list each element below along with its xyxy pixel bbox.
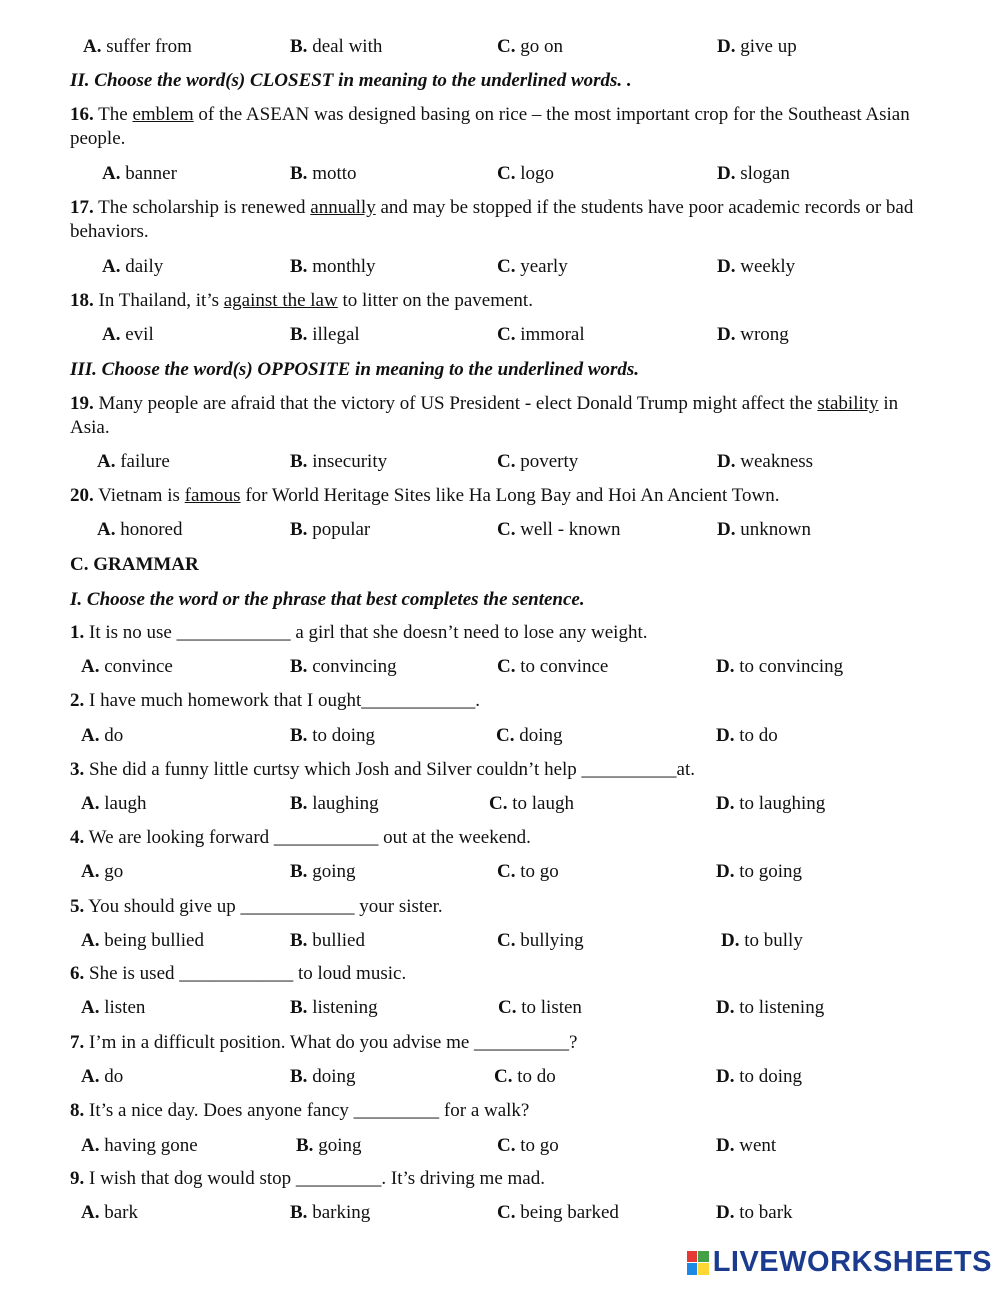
- option-b[interactable]: B. monthly: [290, 256, 376, 277]
- option-d[interactable]: D. unknown: [717, 519, 811, 540]
- options-row-g2: [0, 724, 1000, 748]
- options-row-g6: [0, 996, 1000, 1020]
- options-row-g8: [0, 1134, 1000, 1158]
- option-a[interactable]: A. laugh: [81, 793, 147, 814]
- question-16: 16. The emblem of the ASEAN was designed basing on rice – the most important crop for the Southeast Asian people.: [70, 104, 910, 149]
- option-a[interactable]: A. convince: [81, 656, 173, 677]
- underlined-word: famous: [184, 485, 241, 506]
- question-g8: 8. It’s a nice day. Does anyone fancy _________ for a walk?: [70, 1100, 530, 1121]
- option-a[interactable]: A. listen: [81, 997, 146, 1018]
- underlined-word: stability: [817, 393, 879, 414]
- question-g7: 7. I’m in a difficult position. What do you advise me __________?: [70, 1032, 578, 1053]
- option-a[interactable]: A. having gone: [81, 1135, 198, 1156]
- question-19: 19. Many people are afraid that the victory of US President - elect Donald Trump might affect the stability in Asia.: [70, 393, 899, 438]
- options-row-g4: [0, 860, 1000, 884]
- option-c[interactable]: C. to listen: [498, 997, 582, 1018]
- underlined-word: emblem: [132, 104, 194, 125]
- option-c[interactable]: C. being barked: [497, 1202, 619, 1223]
- section-heading-grammar: I. Choose the word or the phrase that best completes the sentence.: [70, 589, 585, 610]
- option-b[interactable]: B. to doing: [290, 725, 375, 746]
- option-a[interactable]: A. failure: [97, 451, 170, 472]
- underlined-word: annually: [310, 197, 376, 218]
- option-d[interactable]: D. wrong: [717, 324, 789, 345]
- option-a[interactable]: A. banner: [102, 163, 177, 184]
- option-a[interactable]: A. do: [81, 1066, 124, 1087]
- option-d[interactable]: D. weakness: [717, 451, 814, 472]
- options-row-16: [0, 162, 1000, 186]
- option-b[interactable]: B. popular: [290, 519, 371, 540]
- option-d[interactable]: D. to convincing: [716, 656, 844, 677]
- option-c[interactable]: C. doing: [496, 725, 563, 746]
- question-18: 18. In Thailand, it’s against the law to litter on the pavement.: [70, 290, 533, 311]
- option-b[interactable]: B. insecurity: [290, 451, 388, 472]
- option-b[interactable]: B. barking: [290, 1202, 371, 1223]
- option-a[interactable]: A. being bullied: [81, 930, 204, 951]
- grammar-header: C. GRAMMAR: [70, 554, 199, 575]
- option-b[interactable]: B. doing: [290, 1066, 356, 1087]
- option-d[interactable]: D. to bark: [716, 1202, 793, 1223]
- options-row-g1: [0, 655, 1000, 679]
- option-a[interactable]: A. daily: [102, 256, 164, 277]
- options-row-top: [0, 35, 1000, 59]
- option-d[interactable]: D. give up: [717, 36, 797, 57]
- option-c[interactable]: C. immoral: [497, 324, 585, 345]
- option-b[interactable]: B. deal with: [290, 36, 383, 57]
- options-row-18: [0, 323, 1000, 347]
- question-g4: 4. We are looking forward ___________ out at the weekend.: [70, 827, 531, 848]
- question-17: 17. The scholarship is renewed annually and may be stopped if the students have poor academic records or bad behaviors.: [70, 197, 914, 242]
- option-c[interactable]: C. to go: [497, 861, 559, 882]
- option-d[interactable]: D. to bully: [721, 930, 803, 951]
- options-row-20: [0, 518, 1000, 542]
- option-c[interactable]: C. poverty: [497, 451, 579, 472]
- option-c[interactable]: C. yearly: [497, 256, 568, 277]
- option-a[interactable]: A. go: [81, 861, 124, 882]
- option-c[interactable]: C. to convince: [497, 656, 609, 677]
- options-row-g3: [0, 792, 1000, 816]
- question-g9: 9. I wish that dog would stop _________. It’s driving me mad.: [70, 1168, 545, 1189]
- section-heading-opposite: III. Choose the word(s) OPPOSITE in meaning to the underlined words.: [70, 359, 640, 380]
- option-d[interactable]: D. went: [716, 1135, 777, 1156]
- question-g5: 5. You should give up ____________ your sister.: [70, 896, 443, 917]
- option-d[interactable]: D. to laughing: [716, 793, 826, 814]
- options-row-g7: [0, 1065, 1000, 1089]
- option-b[interactable]: B. convincing: [290, 656, 397, 677]
- option-a[interactable]: A. suffer from: [83, 36, 192, 57]
- option-d[interactable]: D. slogan: [717, 163, 790, 184]
- option-b[interactable]: B. motto: [290, 163, 357, 184]
- option-a[interactable]: A. evil: [102, 324, 154, 345]
- options-row-g9: [0, 1201, 1000, 1225]
- option-c[interactable]: C. logo: [497, 163, 555, 184]
- option-d[interactable]: D. to doing: [716, 1066, 803, 1087]
- logo-cube-icon: [687, 1251, 709, 1275]
- option-b[interactable]: B. laughing: [290, 793, 379, 814]
- liveworksheets-logo: [687, 1246, 992, 1279]
- underlined-word: against the law: [223, 290, 338, 311]
- option-b[interactable]: B. listening: [290, 997, 378, 1018]
- option-d[interactable]: D. to listening: [716, 997, 825, 1018]
- question-20: 20. Vietnam is famous for World Heritage Sites like Ha Long Bay and Hoi An Ancient Town.: [70, 485, 780, 506]
- section-heading-closest: II. Choose the word(s) CLOSEST in meaning to the underlined words. .: [70, 70, 632, 91]
- option-a[interactable]: A. bark: [81, 1202, 138, 1223]
- options-row-g5: [0, 929, 1000, 953]
- option-d[interactable]: D. to going: [716, 861, 803, 882]
- option-c[interactable]: C. go on: [497, 36, 563, 57]
- logo-text: LIVEWORKSHEETS: [712, 1246, 992, 1278]
- option-c[interactable]: C. bullying: [497, 930, 584, 951]
- option-c[interactable]: C. to go: [497, 1135, 559, 1156]
- option-c[interactable]: C. to laugh: [489, 793, 574, 814]
- question-g1: 1. It is no use ____________ a girl that she doesn’t need to lose any weight.: [70, 622, 648, 643]
- options-row-17: [0, 255, 1000, 279]
- option-b[interactable]: B. going: [296, 1135, 362, 1156]
- options-row-19: [0, 450, 1000, 474]
- option-c[interactable]: C. to do: [494, 1066, 556, 1087]
- option-a[interactable]: A. do: [81, 725, 124, 746]
- option-c[interactable]: C. well - known: [497, 519, 621, 540]
- question-g3: 3. She did a funny little curtsy which Josh and Silver couldn’t help __________at.: [70, 759, 695, 780]
- option-b[interactable]: B. illegal: [290, 324, 360, 345]
- option-d[interactable]: D. weekly: [717, 256, 796, 277]
- question-g6: 6. She is used ____________ to loud music.: [70, 963, 407, 984]
- option-b[interactable]: B. going: [290, 861, 356, 882]
- option-d[interactable]: D. to do: [716, 725, 778, 746]
- option-a[interactable]: A. honored: [97, 519, 183, 540]
- option-b[interactable]: B. bullied: [290, 930, 365, 951]
- question-g2: 2. I have much homework that I ought____________.: [70, 690, 481, 711]
